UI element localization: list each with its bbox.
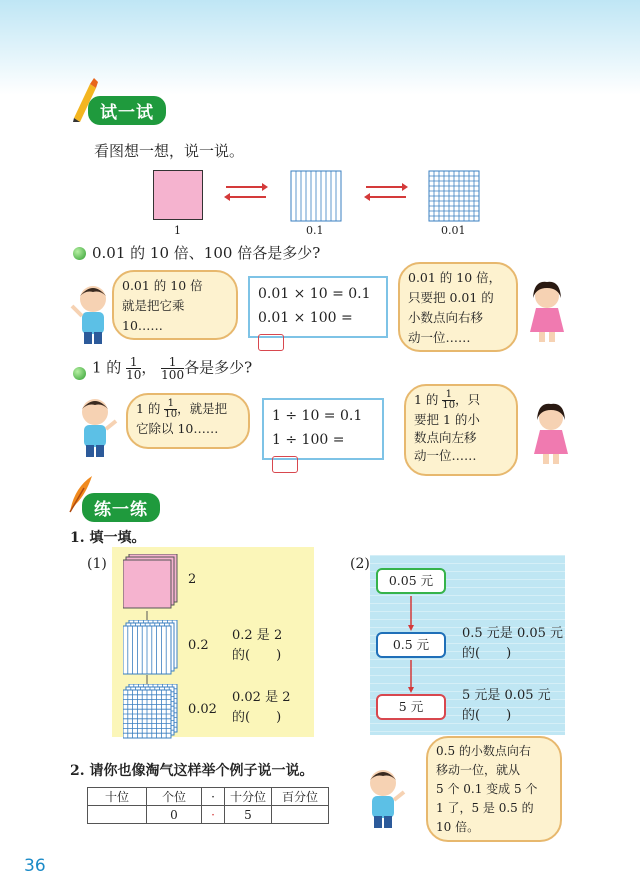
hundredths-square	[428, 170, 480, 226]
bubble-line: 0.01 的 10 倍	[122, 278, 203, 293]
calc-line-2	[272, 428, 374, 476]
tenths-square	[290, 170, 342, 226]
table-row	[88, 806, 329, 824]
bubble-line: 动一位……	[408, 330, 471, 345]
girl-speech-bubble-2	[404, 384, 518, 476]
cell-tenths: 5	[225, 806, 272, 824]
bubble-line: 它除以 10……	[136, 421, 219, 436]
money-box-0-5: 0.5 元	[376, 632, 446, 658]
header-hundredths: 百分位	[272, 788, 329, 806]
note-blank: 的( )	[232, 710, 282, 725]
girl-figure	[524, 280, 570, 348]
header-tenths: 十分位	[225, 788, 272, 806]
header-point: ·	[202, 788, 225, 806]
value-0-02: 0.02	[188, 702, 217, 717]
bubble-line	[136, 399, 240, 420]
calc-line-2	[258, 306, 378, 354]
part-1-label: (1)	[87, 556, 107, 572]
fraction-one-tenth	[164, 399, 177, 420]
denominator: 10	[164, 409, 178, 420]
note-line: 0.02 是 2	[232, 690, 291, 705]
bubble-line: 0.01 的 10 倍，	[408, 270, 502, 285]
denominator: 10	[126, 368, 142, 382]
fraction-one-hundredth	[161, 356, 184, 381]
cell-ones: 0	[147, 806, 202, 824]
label-tenth: 0.1	[306, 224, 324, 237]
note-blank: 的( )	[232, 648, 282, 663]
bubble-line: 移动一位，就从	[436, 763, 521, 777]
note-fill-2[interactable]	[232, 688, 290, 728]
section-title-try: 试一试	[88, 96, 166, 125]
note-line: 0.5 元是 0.05 元	[462, 626, 564, 641]
value-2: 2	[188, 572, 197, 587]
q2-sep: ，	[141, 358, 157, 377]
stacked-hundredths-square	[123, 684, 179, 744]
arrow-pair-2	[362, 182, 410, 206]
cell-hundredths	[272, 806, 329, 824]
bubble-text: ，只	[455, 392, 481, 407]
down-arrow	[407, 660, 415, 698]
note-line: 5 元是 0.05 元	[462, 688, 551, 703]
bubble-line: 就是把它乘	[122, 298, 185, 313]
bubble-text: ，就是把	[177, 401, 228, 416]
denominator: 100	[161, 368, 185, 382]
bubble-line: 要把 1 的小	[414, 412, 480, 427]
numerator: 1	[442, 390, 455, 401]
bubble-line: 5 个 0.1 变成 5 个	[436, 782, 538, 796]
boy-figure	[360, 766, 406, 834]
bubble-line: 只要把 0.01 的	[408, 290, 494, 305]
note-fill-3[interactable]	[462, 624, 563, 664]
denominator: 10	[442, 400, 456, 411]
note-blank: 的( )	[462, 708, 512, 723]
table-header-row	[88, 788, 329, 806]
bubble-line: 1 了，5 是 0.5 的	[436, 801, 534, 815]
bubble-line: 10……	[122, 318, 163, 333]
calc-expr: 1 ÷ 100 =	[272, 432, 345, 448]
calc-expr: 0.01 × 100 =	[258, 310, 353, 326]
page-number: 36	[24, 856, 46, 876]
q2-post: 各是多少?	[184, 358, 253, 377]
numerator: 1	[161, 356, 184, 369]
calculation-box-2	[262, 398, 384, 460]
calculation-box-1	[248, 276, 388, 338]
fraction-one-tenth	[442, 390, 455, 411]
bubble-line: 小数点向右移	[408, 310, 484, 325]
down-arrow	[407, 596, 415, 636]
part-2-label: (2)	[350, 556, 370, 572]
bubble-line: 数点向左移	[414, 430, 477, 445]
question-2	[92, 356, 252, 381]
boy-figure	[70, 282, 116, 350]
money-box-5: 5 元	[376, 694, 446, 720]
label-hundredth: 0.01	[441, 224, 466, 237]
note-line: 0.2 是 2	[232, 628, 283, 643]
girl-figure	[528, 402, 574, 470]
note-blank: 的( )	[462, 646, 512, 661]
note-fill-4[interactable]	[462, 686, 551, 726]
boy-speech-bubble-2	[126, 393, 250, 449]
numerator: 1	[126, 356, 141, 369]
exercise-2-heading: 2. 请你也像淘气这样举个例子说一说。	[70, 763, 314, 779]
boy-speech-bubble-1	[112, 270, 238, 340]
calc-line: 0.01 × 10 = 0.1	[258, 286, 371, 302]
bubble-line	[414, 390, 508, 411]
stacked-unit-square	[123, 554, 179, 614]
bullet-icon	[73, 247, 86, 260]
bubble-line: 10 倍。	[436, 820, 480, 834]
answer-blank[interactable]	[272, 456, 298, 473]
note-fill-1[interactable]	[232, 626, 282, 666]
boy-speech-bubble-3	[426, 736, 562, 842]
fraction-one-tenth	[126, 356, 141, 381]
q2-pre: 1 的	[92, 358, 122, 377]
label-one: 1	[174, 224, 181, 237]
cell-point: ·	[202, 806, 225, 824]
cell-tens	[88, 806, 147, 824]
place-value-table	[87, 787, 329, 824]
unit-square	[153, 170, 203, 220]
numerator: 1	[164, 399, 177, 410]
exercise-1-heading: 1. 填一填。	[70, 530, 146, 546]
header-ones: 个位	[147, 788, 202, 806]
bubble-text: 1 的	[414, 392, 439, 407]
instruction-text: 看图想一想，说一说。	[94, 142, 245, 160]
boy-figure	[72, 395, 118, 463]
header-tens: 十位	[88, 788, 147, 806]
bullet-icon	[73, 367, 86, 380]
bubble-line: 0.5 的小数点向右	[436, 744, 531, 758]
bubble-line: 动一位……	[414, 448, 477, 463]
question-1: 0.01 的 10 倍、100 倍各是多少?	[92, 244, 321, 262]
section-title-practice: 练一练	[82, 493, 160, 522]
value-0-2: 0.2	[188, 638, 209, 653]
answer-blank[interactable]	[258, 334, 284, 351]
calc-line: 1 ÷ 10 = 0.1	[272, 408, 363, 424]
money-box-0-05: 0.05 元	[376, 568, 446, 594]
bubble-text: 1 的	[136, 401, 161, 416]
arrow-pair-1	[222, 182, 270, 206]
girl-speech-bubble-1	[398, 262, 518, 352]
stacked-tenths-square	[123, 620, 179, 680]
